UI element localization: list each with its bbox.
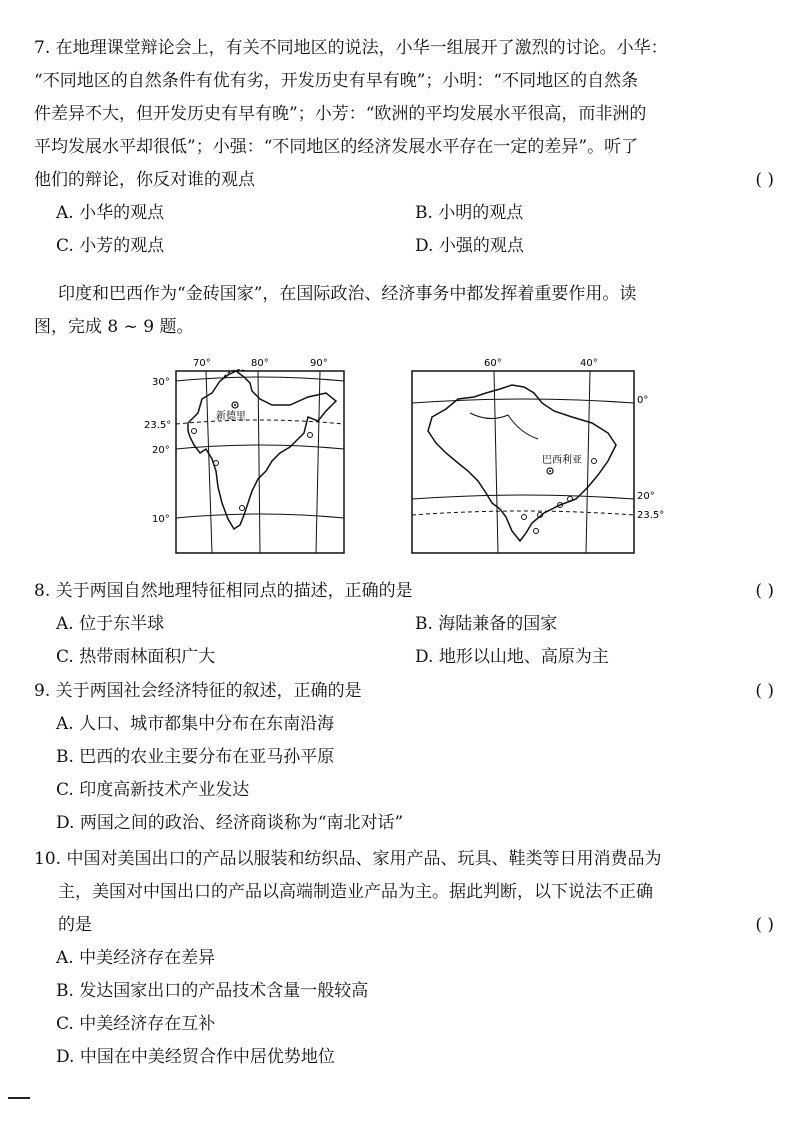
- india-lat-23-5: 23.5°: [144, 420, 172, 431]
- india-map: [144, 358, 344, 553]
- q8-option-c[interactable]: C. 热带雨林面积广大: [56, 647, 216, 667]
- q9-option-a[interactable]: A. 人口、城市都集中分布在东南沿海: [56, 714, 335, 734]
- q8-option-b[interactable]: B. 海陆兼备的国家: [415, 614, 558, 634]
- q10-answer-paren[interactable]: ( ): [755, 915, 774, 935]
- intro-8-9: [34, 278, 774, 344]
- brazil-lon-40: 40°: [580, 358, 598, 369]
- q7-line-4: 平均发展水平却很低”；小强：“不同地区的经济发展水平存在一定的差异”。听了: [34, 137, 639, 157]
- india-lat-20: 20°: [152, 445, 170, 456]
- india-lat-10: 10°: [152, 514, 170, 525]
- intro-line-1: 印度和巴西作为“金砖国家”，在国际政治、经济事务中都发挥着重要作用。读: [58, 284, 637, 304]
- q9-stem-line: [34, 675, 774, 708]
- q7-options-row-2: [34, 230, 774, 263]
- question-8: [34, 575, 774, 674]
- q9-option-b[interactable]: B. 巴西的农业主要分布在亚马孙平原: [56, 747, 335, 767]
- question-7: [34, 32, 774, 263]
- page-corner-mark: [8, 1097, 30, 1099]
- intro-line-2: 图，完成 8 ~ 9 题。: [34, 317, 194, 337]
- brazil-lon-60: 60°: [484, 358, 502, 369]
- q7-line-2: “不同地区的自然条件有优有劣，开发历史有早有晚”；小明：“不同地区的自然条: [34, 71, 639, 91]
- q7-option-c[interactable]: C. 小芳的观点: [56, 236, 165, 256]
- q10-line-3-text: 的是: [58, 915, 92, 935]
- q7-line-1: 7. 在地理课堂辩论会上，有关不同地区的说法，小华一组展开了激烈的讨论。小华：: [34, 38, 668, 58]
- brazil-lat-23-5: 23.5°: [637, 510, 665, 521]
- question-10: [34, 843, 774, 1074]
- q9-stem: 9. 关于两国社会经济特征的叙述，正确的是: [34, 681, 362, 701]
- q10-option-c[interactable]: C. 中美经济存在互补: [56, 1014, 216, 1034]
- q9-option-c[interactable]: C. 印度高新技术产业发达: [56, 780, 250, 800]
- q7-option-d[interactable]: D. 小强的观点: [415, 236, 524, 256]
- q10-line-1: 10. 中国对美国出口的产品以服装和纺织品、家用产品、玩具、鞋类等日用消费品为: [34, 849, 662, 869]
- q8-stem-line: [34, 575, 774, 608]
- q8-options-row-1: [34, 608, 774, 641]
- india-lon-90: 90°: [310, 358, 328, 369]
- q7-option-a[interactable]: A. 小华的观点: [56, 203, 165, 223]
- q8-options-row-2: [34, 641, 774, 674]
- brazil-lat-0: 0°: [637, 395, 649, 406]
- q10-line-2: 主，美国对中国出口的产品以高端制造业产品为主。据此判断，以下说法不正确: [58, 882, 653, 902]
- india-capital-label: 新德里: [216, 411, 246, 422]
- q8-option-d[interactable]: D. 地形以山地、高原为主: [415, 647, 609, 667]
- q7-options-row-1: [34, 197, 774, 230]
- brazil-capital-label: 巴西利亚: [542, 455, 582, 466]
- q10-option-b[interactable]: B. 发达国家出口的产品技术含量一般较高: [56, 981, 369, 1001]
- q8-stem: 8. 关于两国自然地理特征相同点的描述，正确的是: [34, 581, 413, 601]
- brazil-map: [412, 358, 664, 553]
- brazil-lat-20: 20°: [637, 491, 655, 502]
- q7-line-3: 件差异不大，但开发历史有早有晚”；小芳：“欧洲的平均发展水平很高，而非洲的: [34, 104, 647, 124]
- q7-line-5-text: 他们的辩论，你反对谁的观点: [34, 170, 255, 190]
- maps-svg: [140, 353, 670, 558]
- q7-option-b[interactable]: B. 小明的观点: [415, 203, 524, 223]
- india-lat-30: 30°: [152, 377, 170, 388]
- q10-option-d[interactable]: D. 中国在中美经贸合作中居优势地位: [56, 1047, 335, 1067]
- india-lon-80: 80°: [251, 358, 269, 369]
- q10-option-a[interactable]: A. 中美经济存在差异: [56, 948, 216, 968]
- q7-answer-paren[interactable]: ( ): [755, 170, 774, 190]
- maps-figure: [140, 353, 670, 558]
- q9-answer-paren[interactable]: ( ): [755, 681, 774, 701]
- q10-line-3: [34, 909, 774, 942]
- q7-line-5: [34, 164, 774, 197]
- q9-option-d[interactable]: D. 两国之间的政治、经济商谈称为“南北对话”: [56, 813, 404, 833]
- question-9: [34, 675, 774, 840]
- q8-answer-paren[interactable]: ( ): [755, 581, 774, 601]
- india-lon-70: 70°: [193, 358, 211, 369]
- q8-option-a[interactable]: A. 位于东半球: [56, 614, 165, 634]
